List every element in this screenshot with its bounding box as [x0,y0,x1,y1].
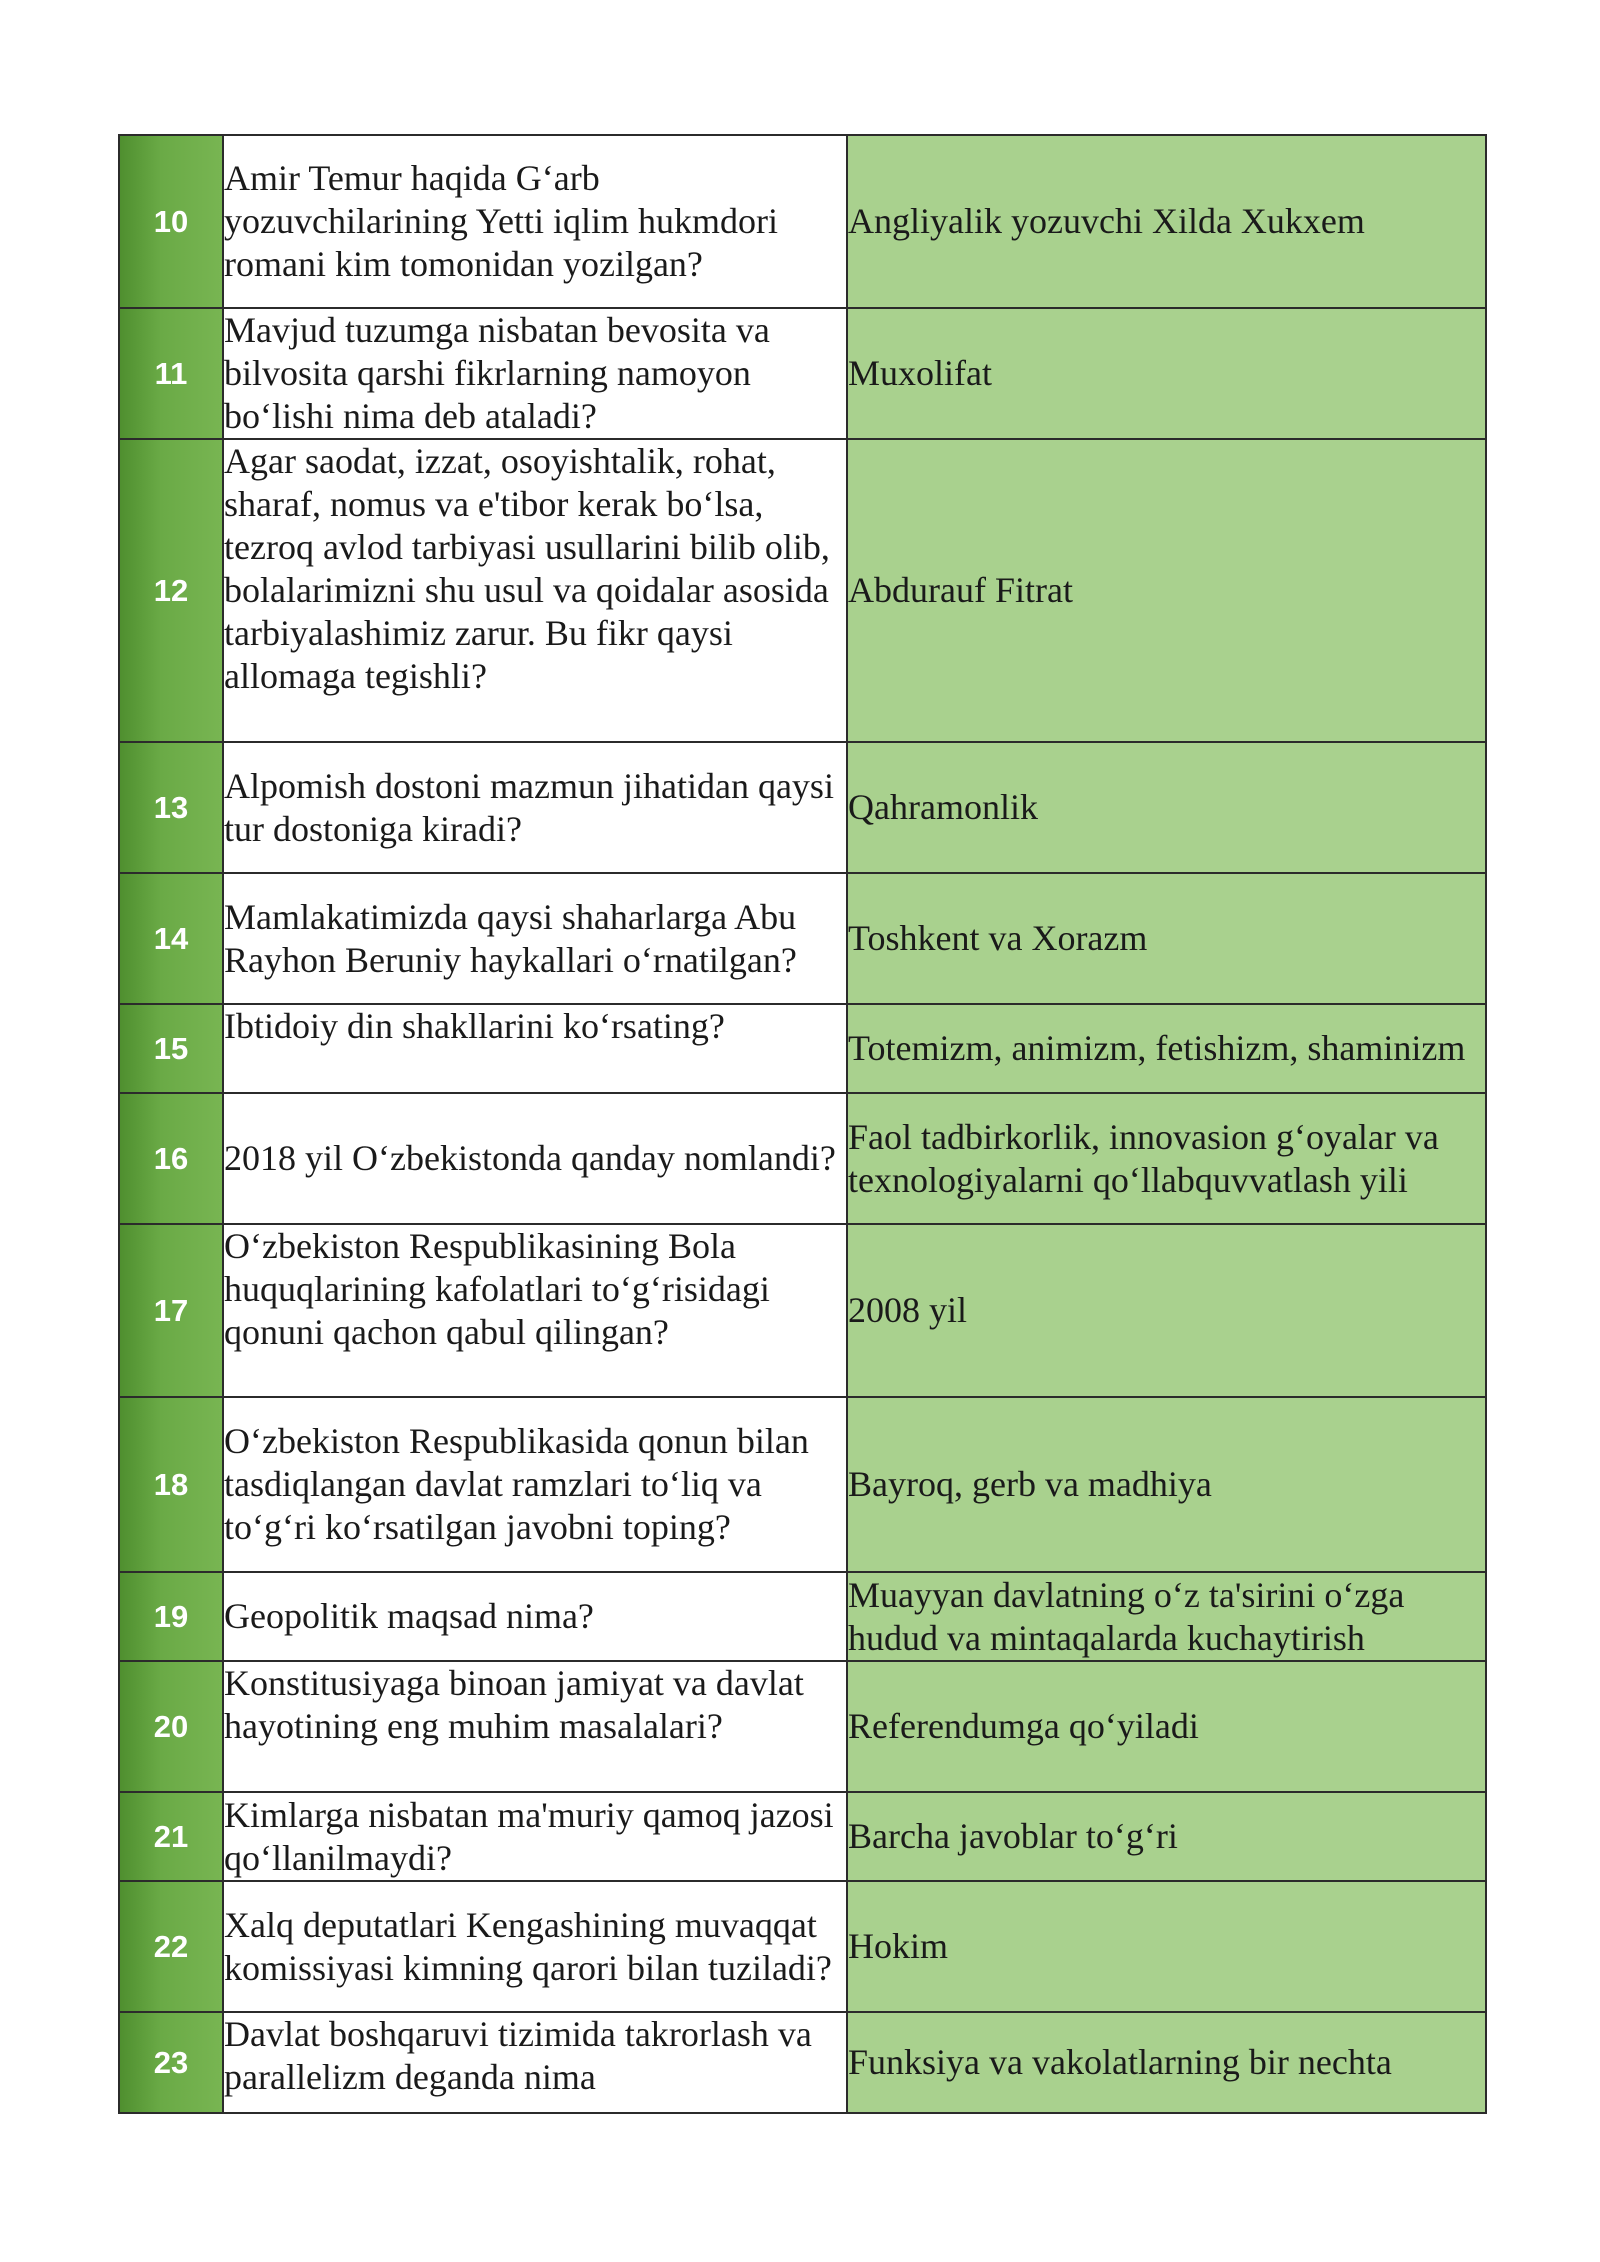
row-number: 22 [119,1881,223,2012]
answer-text: Barcha javoblar to‘g‘ri [848,1816,1178,1856]
question-cell [223,742,847,873]
answer-cell [847,1004,1486,1093]
answer-text: Abdurauf Fitrat [848,570,1073,610]
table-row [119,1792,1486,1881]
question-cell [223,1004,847,1093]
row-number: 10 [119,135,223,308]
answer-text: Angliyalik yozuvchi Xilda Xukxem [848,201,1365,241]
answer-cell [847,439,1486,742]
answer-cell [847,1881,1486,2012]
answer-cell [847,742,1486,873]
question-text: Agar saodat, izzat, osoyishtalik, rohat, sharaf, nomus va e'tibor kerak bo‘lsa, tezroq avlod tarbiyasi usullarini bilib olib, bolalarimizni shu usul va qoidalar asosida tarbiyalashimiz zarur. Bu fikr qaysi allomaga tegishli? [224,441,830,696]
table-row [119,742,1486,873]
table-row [119,1661,1486,1792]
question-cell [223,1093,847,1224]
row-number: 12 [119,439,223,742]
table-row [119,135,1486,308]
question-cell [223,1397,847,1572]
question-text: Konstitusiyaga binoan jamiyat va davlat hayotining eng muhim masalalari? [224,1663,804,1746]
question-text: Davlat boshqaruvi tizimida takrorlash va parallelizm deganda nima [224,2014,812,2097]
answer-text: Totemizm, animizm, fetishizm, shaminizm [848,1028,1466,1068]
row-number: 11 [119,308,223,439]
row-number: 13 [119,742,223,873]
answer-cell [847,1224,1486,1397]
table-row [119,1093,1486,1224]
table-row [119,308,1486,439]
question-text: O‘zbekiston Respublikasining Bola huquqlarining kafolatlari to‘g‘risidagi qonuni qachon qabul qilingan? [224,1226,770,1352]
question-cell [223,1792,847,1881]
question-text: Mamlakatimizda qaysi shaharlarga Abu Rayhon Beruniy haykallari o‘rnatilgan? [224,896,797,980]
question-text: Amir Temur haqida G‘arb yozuvchilarining Yetti iqlim hukmdori romani kim tomonidan yozilgan? [224,158,778,284]
answer-cell [847,1661,1486,1792]
question-text: Alpomish dostoni mazmun jihatidan qaysi tur dostoniga kiradi? [224,765,834,849]
question-text: Kimlarga nisbatan ma'muriy qamoq jazosi qo‘llanilmaydi? [224,1794,834,1878]
question-cell [223,135,847,308]
row-number: 20 [119,1661,223,1792]
row-number: 16 [119,1093,223,1224]
table-row [119,1004,1486,1093]
answer-text: Funksiya va vakolatlarning bir nechta [848,2042,1392,2082]
qa-table [118,134,1487,2114]
row-number: 23 [119,2012,223,2113]
question-cell [223,1661,847,1792]
table-row [119,873,1486,1004]
row-number: 19 [119,1572,223,1661]
question-cell [223,1572,847,1661]
answer-text: Faol tadbirkorlik, innovasion g‘oyalar va texnologiyalarni qo‘llabquvvatlash yili [848,1116,1439,1200]
row-number: 21 [119,1792,223,1881]
table-row [119,1224,1486,1397]
table-row [119,1572,1486,1661]
answer-text: Qahramonlik [848,787,1038,827]
row-number: 14 [119,873,223,1004]
question-cell [223,873,847,1004]
table-row [119,1397,1486,1572]
answer-text: 2008 yil [848,1290,968,1330]
answer-cell [847,873,1486,1004]
answer-text: Toshkent va Xorazm [848,918,1148,958]
answer-cell [847,1572,1486,1661]
question-cell [223,439,847,742]
row-number: 15 [119,1004,223,1093]
answer-text: Muxolifat [848,353,992,393]
answer-cell [847,135,1486,308]
answer-text: Muayyan davlatning o‘z ta'sirini o‘zga hudud va mintaqalarda kuchaytirish [848,1574,1405,1658]
question-text: Geopolitik maqsad nima? [224,1596,594,1636]
answer-cell [847,1397,1486,1572]
answer-cell [847,2012,1486,2113]
answer-cell [847,308,1486,439]
answer-text: Referendumga qo‘yiladi [848,1706,1199,1746]
question-text: Ibtidoiy din shakllarini ko‘rsating? [224,1006,725,1046]
answer-text: Bayroq, gerb va madhiya [848,1464,1212,1504]
question-text: 2018 yil O‘zbekistonda qanday nomlandi? [224,1138,836,1178]
question-text: Mavjud tuzumga nisbatan bevosita va bilvosita qarshi fikrlarning namoyon bo‘lishi nima deb ataladi? [224,310,770,436]
table-row [119,2012,1486,2113]
row-number: 18 [119,1397,223,1572]
question-cell [223,1881,847,2012]
answer-text: Hokim [848,1926,949,1966]
question-cell [223,2012,847,2113]
question-text: Xalq deputatlari Kengashining muvaqqat komissiyasi kimning qarori bilan tuziladi? [224,1904,832,1988]
row-number: 17 [119,1224,223,1397]
question-cell [223,308,847,439]
question-cell [223,1224,847,1397]
answer-cell [847,1093,1486,1224]
question-text: O‘zbekiston Respublikasida qonun bilan tasdiqlangan davlat ramzlari to‘liq va to‘g‘ri ko‘rsatilgan javobni toping? [224,1421,809,1547]
table-row [119,1881,1486,2012]
table-row [119,439,1486,742]
answer-cell [847,1792,1486,1881]
